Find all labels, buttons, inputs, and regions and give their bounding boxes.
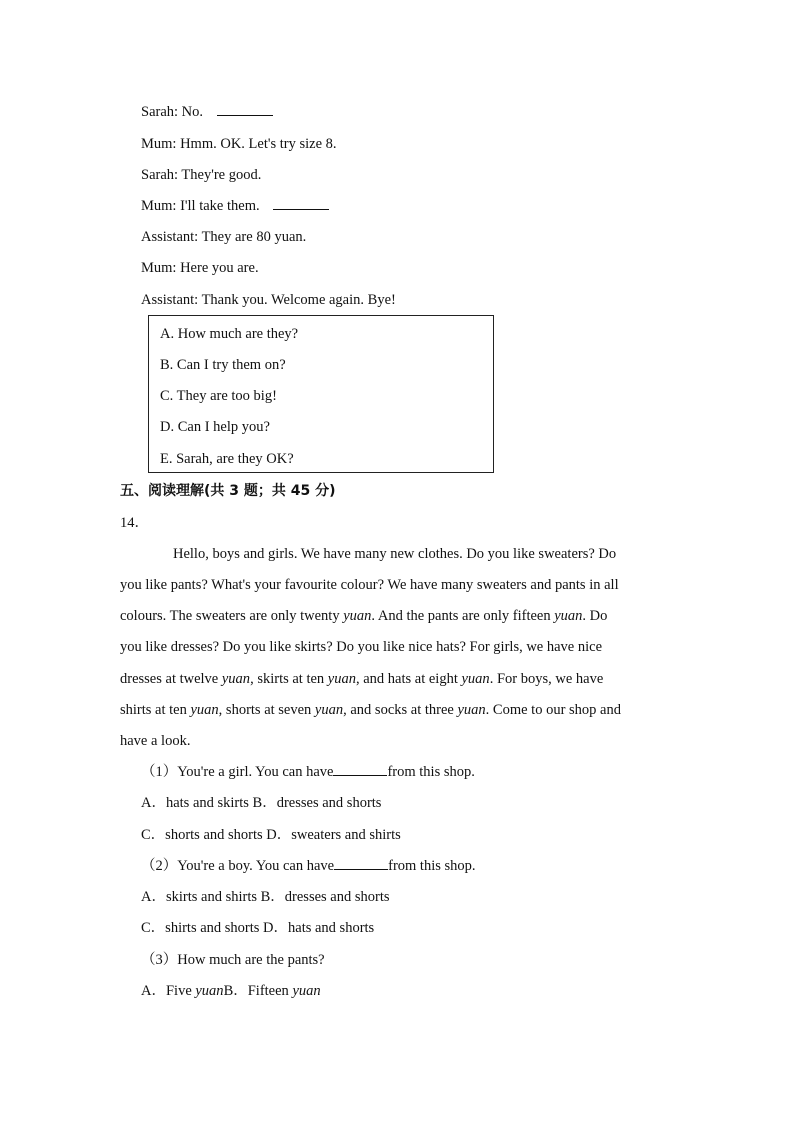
section-heading: 五、阅读理解(共 3 题；共 45 分) xyxy=(120,483,336,499)
dialogue-text: Here you are. xyxy=(180,260,259,276)
passage-text: shirts at ten xyxy=(120,702,191,718)
question-2-stem xyxy=(141,857,476,875)
option-text: A．Five xyxy=(141,983,196,999)
question-text: （1）You're a girl. You can have xyxy=(141,764,334,780)
passage-yuan: yuan xyxy=(457,702,486,718)
answer-blank[interactable] xyxy=(273,197,329,210)
option-yuan: yuan xyxy=(195,983,224,999)
option-a: A. How much are they? xyxy=(160,326,299,342)
option-b: B. Can I try them on? xyxy=(160,357,286,373)
passage-line-4: you like dresses? Do you like skirts? Do you like nice hats? For girls, we have nice xyxy=(120,639,603,655)
question-3-stem: （3）How much are the pants? xyxy=(141,952,325,968)
option-text: B．Fifteen xyxy=(223,983,293,999)
option-d: D. Can I help you? xyxy=(160,419,270,435)
answer-blank[interactable] xyxy=(334,857,388,870)
option-c: C. They are too big! xyxy=(160,388,277,404)
question-number: 14． xyxy=(120,515,149,531)
passage-line-6 xyxy=(120,701,680,719)
question-text: from this shop. xyxy=(387,764,475,780)
option-yuan: yuan xyxy=(292,983,321,999)
dialogue-line-3 xyxy=(141,166,261,184)
option-e: E. Sarah, are they OK? xyxy=(160,451,294,467)
speaker: Mum: xyxy=(141,260,177,276)
speaker: Assistant: xyxy=(141,229,199,245)
speaker: Assistant: xyxy=(141,292,199,308)
passage-text: . Do xyxy=(582,608,608,624)
passage-text: , and hats at eight xyxy=(355,671,462,687)
passage-yuan: yuan xyxy=(190,702,219,718)
passage-yuan: yuan xyxy=(343,608,372,624)
passage-yuan: yuan xyxy=(461,671,490,687)
passage-line-7: have a look. xyxy=(120,733,191,749)
question-1-stem xyxy=(141,763,475,781)
speaker: Mum: xyxy=(141,198,177,214)
speaker: Sarah: xyxy=(141,167,179,183)
dialogue-line-1 xyxy=(141,103,273,121)
answer-blank[interactable] xyxy=(333,763,387,776)
passage-line-1: Hello, boys and girls. We have many new clothes. Do you like sweaters? Do xyxy=(173,546,617,562)
passage-text: dresses at twelve xyxy=(120,671,222,687)
passage-text: . And the pants are only fifteen xyxy=(371,608,555,624)
dialogue-line-4 xyxy=(141,197,329,215)
dialogue-text: No. xyxy=(181,104,204,120)
passage-text: , and socks at three xyxy=(343,702,458,718)
passage-yuan: yuan xyxy=(221,671,251,687)
dialogue-line-2 xyxy=(141,135,337,153)
options-box xyxy=(148,315,494,473)
passage-text: . Come to our shop and xyxy=(485,702,621,718)
dialogue-text: They're good. xyxy=(181,167,262,183)
dialogue-line-6 xyxy=(141,259,259,277)
question-2-options-row-2: C．shirts and shorts D．hats and shorts xyxy=(141,920,375,936)
dialogue-text: Thank you. Welcome again. Bye! xyxy=(201,292,396,308)
passage-line-2: you like pants? What's your favourite colour? We have many sweaters and pants in all xyxy=(120,577,619,593)
dialogue-text: They are 80 yuan. xyxy=(201,229,307,245)
passage-text: . For boys, we have xyxy=(489,671,604,687)
passage-line-3 xyxy=(120,607,680,625)
passage-yuan: yuan xyxy=(327,671,356,687)
question-1-options-row-1: A．hats and skirts B．dresses and shorts xyxy=(141,795,382,811)
speaker: Sarah: xyxy=(141,104,179,120)
speaker: Mum: xyxy=(141,136,177,152)
question-3-options-row-1 xyxy=(141,982,321,1000)
question-text: from this shop. xyxy=(388,858,476,874)
passage-text: , shorts at seven xyxy=(218,702,315,718)
dialogue-text: I'll take them. xyxy=(180,198,260,214)
passage-yuan: yuan xyxy=(314,702,344,718)
dialogue-text: Hmm. OK. Let's try size 8. xyxy=(180,136,337,152)
passage-line-5 xyxy=(120,670,680,688)
dialogue-line-7 xyxy=(141,291,396,309)
dialogue-line-5 xyxy=(141,228,306,246)
question-text: （2）You're a boy. You can have xyxy=(141,858,335,874)
answer-blank[interactable] xyxy=(217,103,273,116)
question-2-options-row-1: A．skirts and shirts B．dresses and shorts xyxy=(141,889,390,905)
passage-text: colours. The sweaters are only twenty xyxy=(120,608,344,624)
passage-text: , skirts at ten xyxy=(250,671,328,687)
question-1-options-row-2: C．shorts and shorts D．sweaters and shirts xyxy=(141,827,401,843)
passage-yuan: yuan xyxy=(554,608,583,624)
